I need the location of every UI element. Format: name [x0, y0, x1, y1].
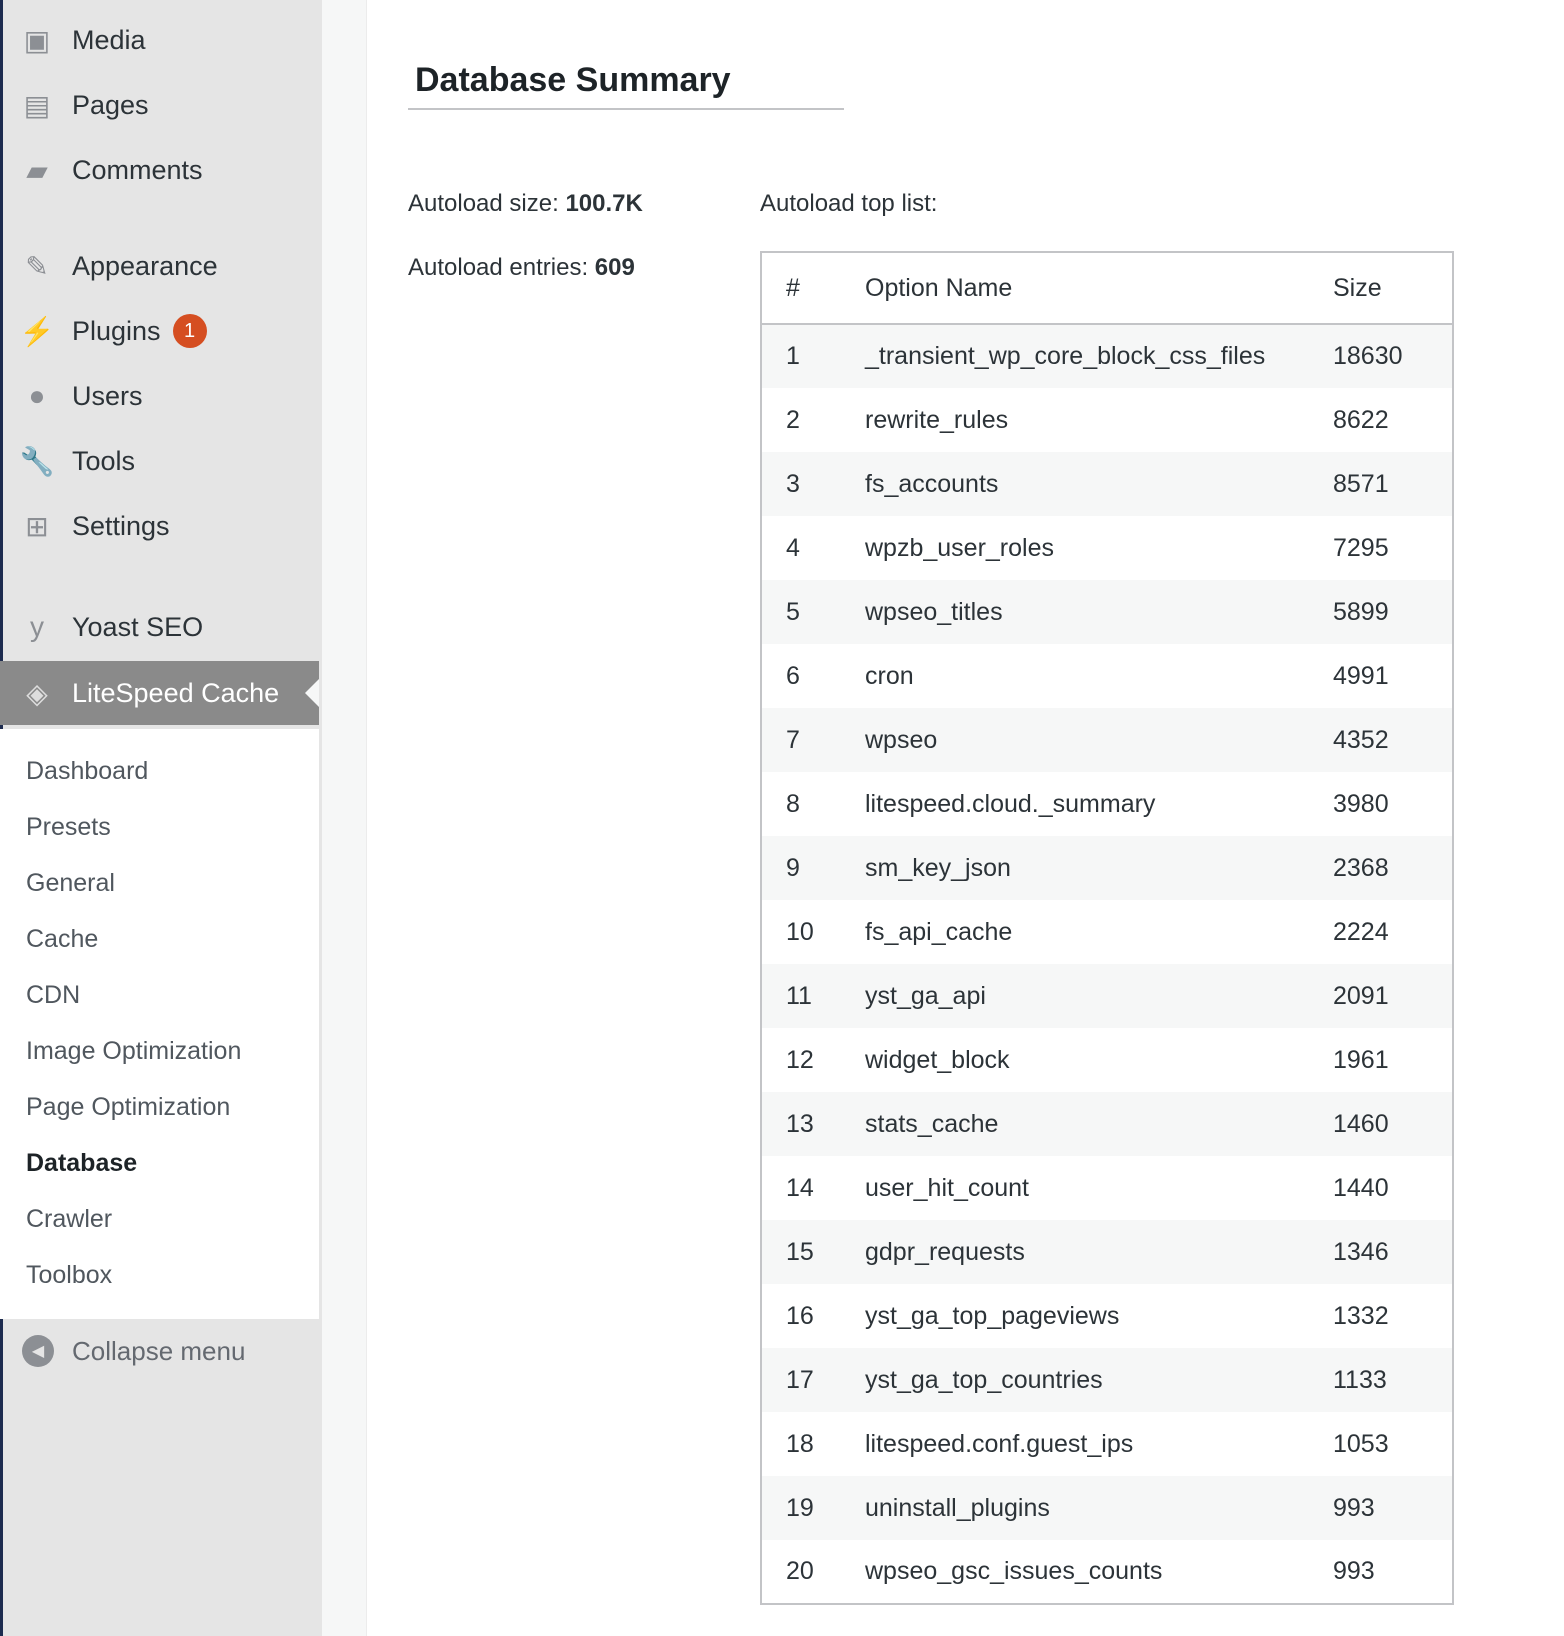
row-number: 13: [761, 1092, 865, 1156]
option-name: fs_accounts: [865, 452, 1333, 516]
option-name: wpseo_gsc_issues_counts: [865, 1557, 1163, 1585]
option-name: yst_ga_top_pageviews: [865, 1301, 1120, 1330]
option-size: 1053: [1333, 1429, 1389, 1458]
menu-label: Media: [72, 24, 146, 55]
option-name: _transient_wp_core_block_css_files: [865, 324, 1333, 388]
table-row: [761, 900, 1453, 964]
table-row: [761, 1092, 1453, 1156]
option-name: yst_ga_top_countries: [865, 1348, 1333, 1412]
submenu-item-database[interactable]: Database: [26, 1149, 138, 1177]
option-name: stats_cache: [865, 1092, 1333, 1156]
table-row: [761, 580, 1453, 644]
submenu-item-cache[interactable]: Cache: [26, 925, 99, 953]
menu-item-appearance[interactable]: [0, 234, 319, 298]
option-name: user_hit_count: [865, 1173, 1030, 1202]
option-size: 2091: [1333, 964, 1453, 1028]
submenu-item-dashboard[interactable]: Dashboard: [26, 757, 149, 785]
menu-item-plugins[interactable]: [0, 299, 319, 363]
top-list-label: Autoload top list:: [760, 190, 938, 217]
row-number: 18: [786, 1429, 814, 1458]
row-number: 2: [786, 405, 800, 434]
option-size: 4991: [1333, 661, 1389, 690]
autoload-table: [760, 251, 1454, 1605]
table-row: [761, 388, 1453, 452]
litespeed-icon: ◈: [26, 677, 48, 709]
menu-label: Yoast SEO: [72, 611, 204, 642]
table-row: [761, 708, 1453, 772]
menu-item-litespeed-cache[interactable]: [0, 661, 319, 725]
users-icon: ●: [28, 380, 46, 411]
row-number: 15: [761, 1220, 865, 1284]
row-number: 3: [761, 452, 865, 516]
row-number: 14: [786, 1173, 814, 1202]
option-size: 18630: [1333, 324, 1453, 388]
row-number: 11: [761, 964, 865, 1028]
option-size: 8571: [1333, 452, 1453, 516]
submenu-item-cdn[interactable]: CDN: [26, 981, 81, 1009]
option-name: gdpr_requests: [865, 1220, 1333, 1284]
yoast-icon: y: [30, 611, 44, 642]
table-row: [761, 516, 1453, 580]
option-name: wpseo_titles: [865, 580, 1333, 644]
tools-icon: 🔧: [19, 445, 55, 477]
collapse-label: Collapse menu: [72, 1335, 246, 1366]
option-name: widget_block: [865, 1045, 1010, 1074]
option-name: fs_api_cache: [865, 917, 1013, 946]
content-gutter: [322, 0, 367, 1636]
option-size: 1332: [1333, 1301, 1389, 1330]
row-number: 7: [761, 708, 865, 772]
appearance-icon: ✎: [25, 250, 49, 282]
option-name: rewrite_rules: [865, 405, 1009, 434]
table-row: [761, 964, 1453, 1028]
option-name: litespeed.cloud._summary: [865, 789, 1156, 818]
menu-label: Comments: [72, 154, 203, 185]
comments-icon: ▰: [26, 154, 48, 186]
option-size: 3980: [1333, 789, 1389, 818]
option-size: 1440: [1333, 1173, 1389, 1202]
table-row: [761, 452, 1453, 516]
menu-label: Plugins: [72, 315, 161, 346]
table-row: [761, 1412, 1453, 1476]
table-row: [761, 1156, 1453, 1220]
row-number: 4: [786, 533, 800, 562]
row-number: 8: [786, 789, 800, 818]
row-number: 19: [761, 1476, 865, 1540]
table-row: [761, 324, 1453, 388]
option-size: 2368: [1333, 836, 1453, 900]
option-size: 1961: [1333, 1045, 1389, 1074]
table-row: [761, 1028, 1453, 1092]
header-option-name: Option Name: [865, 252, 1333, 324]
autoload-entries-value: 609: [594, 254, 635, 281]
table-row: [761, 1540, 1453, 1604]
option-size: 993: [1333, 1476, 1453, 1540]
autoload-size-value: 100.7K: [565, 190, 643, 217]
submenu-item-presets[interactable]: Presets: [26, 813, 111, 841]
menu-label: Settings: [72, 510, 170, 541]
submenu-item-image-optimization[interactable]: Image Optimization: [26, 1037, 242, 1065]
option-size: 2224: [1333, 917, 1389, 946]
menu-item-users[interactable]: [0, 364, 319, 428]
option-name: wpzb_user_roles: [865, 533, 1054, 562]
menu-item-media[interactable]: [0, 8, 319, 72]
option-name: wpseo: [865, 708, 1333, 772]
plugins-icon: ⚡: [19, 315, 55, 347]
menu-item-comments[interactable]: [0, 138, 319, 202]
option-size: 4352: [1333, 708, 1453, 772]
option-name: yst_ga_api: [865, 964, 1333, 1028]
row-number: 5: [761, 580, 865, 644]
pages-icon: ▤: [23, 89, 51, 121]
row-number: 1: [761, 324, 865, 388]
option-name: litespeed.conf.guest_ips: [865, 1429, 1134, 1458]
update-count-badge: 1: [173, 314, 207, 348]
media-icon: ▣: [23, 24, 51, 56]
row-number: 17: [761, 1348, 865, 1412]
settings-icon: ⊞: [25, 510, 49, 542]
collapse-menu-button[interactable]: [0, 1319, 319, 1383]
autoload-size-label: Autoload size:: [408, 190, 559, 217]
row-number: 12: [786, 1045, 814, 1074]
option-name: sm_key_json: [865, 836, 1333, 900]
option-name: uninstall_plugins: [865, 1476, 1333, 1540]
table-row: [761, 1476, 1453, 1540]
menu-label: Appearance: [72, 250, 218, 281]
submenu-item-page-optimization[interactable]: Page Optimization: [26, 1093, 231, 1121]
row-number: 9: [761, 836, 865, 900]
table-row: [761, 836, 1453, 900]
menu-item-yoast-seo[interactable]: [0, 595, 319, 659]
autoload-entries-label: Autoload entries:: [408, 254, 589, 281]
submenu-item-crawler[interactable]: Crawler: [26, 1205, 113, 1233]
autoload-size: [408, 190, 643, 218]
option-size: 1346: [1333, 1220, 1453, 1284]
autoload-entries: [408, 254, 635, 282]
option-size: 1460: [1333, 1092, 1453, 1156]
row-number: 20: [786, 1557, 814, 1585]
header-size: Size: [1333, 252, 1453, 324]
header-number: #: [761, 252, 865, 324]
table-header: [761, 252, 1453, 324]
table-row: [761, 1348, 1453, 1412]
menu-label: Pages: [72, 89, 149, 120]
option-size: 7295: [1333, 533, 1389, 562]
menu-item-settings[interactable]: [0, 494, 319, 558]
table-row: [761, 644, 1453, 708]
submenu-item-general[interactable]: General: [26, 869, 115, 897]
row-number: 10: [786, 917, 814, 946]
row-number: 16: [786, 1301, 814, 1330]
row-number: 6: [786, 661, 800, 690]
option-size: 5899: [1333, 580, 1453, 644]
page-title: Database Summary: [408, 55, 844, 110]
option-size: 1133: [1333, 1348, 1453, 1412]
litespeed-submenu: [0, 729, 319, 1319]
table-row: [761, 772, 1453, 836]
collapse-icon: ◀: [22, 1335, 54, 1367]
option-name: cron: [865, 661, 914, 690]
option-size: 993: [1333, 1557, 1375, 1585]
option-size: 8622: [1333, 405, 1389, 434]
menu-label: Tools: [72, 445, 136, 476]
menu-label: LiteSpeed Cache: [72, 677, 280, 708]
submenu-item-toolbox[interactable]: Toolbox: [26, 1261, 113, 1289]
menu-item-tools[interactable]: [0, 429, 319, 493]
menu-item-pages[interactable]: [0, 73, 319, 137]
table-row: [761, 1220, 1453, 1284]
table-row: [761, 1284, 1453, 1348]
menu-label: Users: [72, 380, 143, 411]
